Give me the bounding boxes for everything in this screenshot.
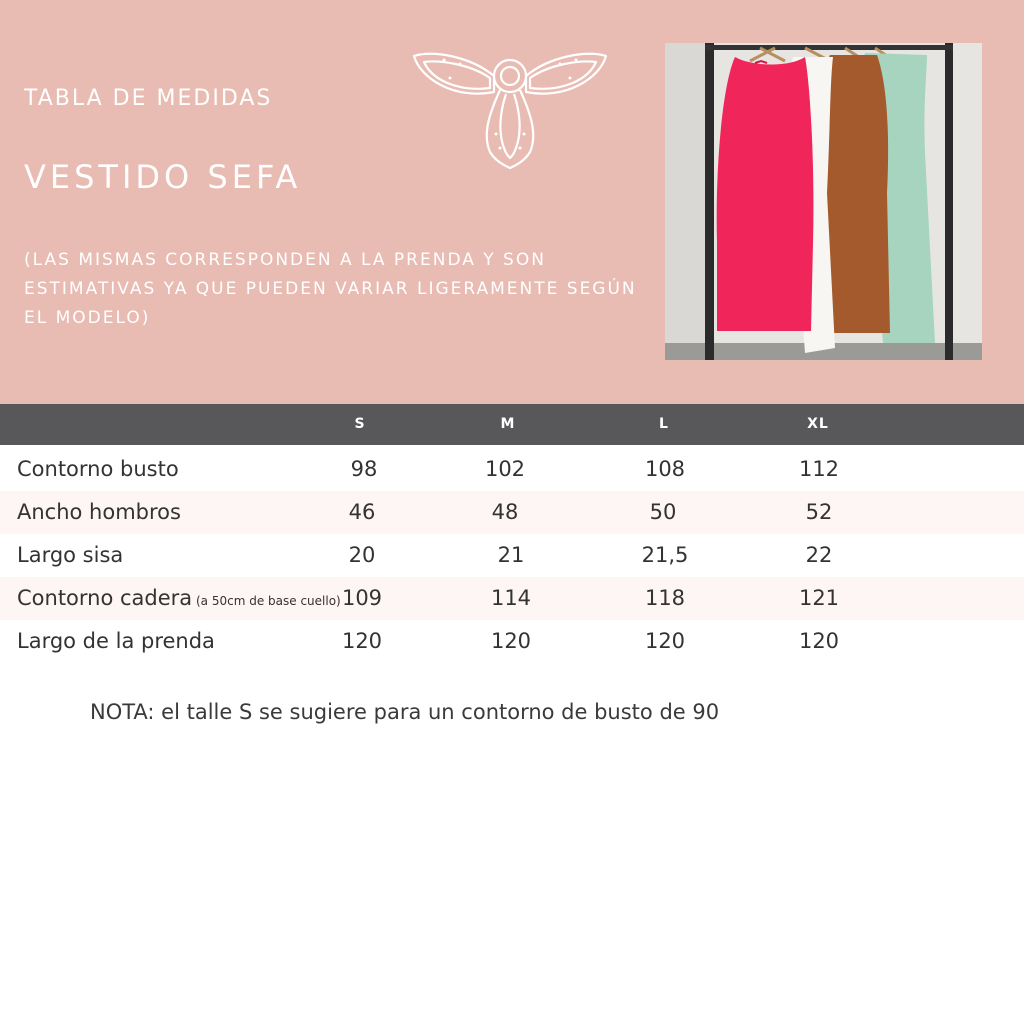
table-row [0, 620, 1024, 663]
dresses-illustration [665, 43, 982, 360]
table-cell: 120 [798, 629, 840, 653]
table-cell: 20 [348, 543, 376, 567]
size-note: NOTA: el talle S se sugiere para un contorno de busto de 90 [90, 700, 720, 724]
column-header-l: L [659, 416, 669, 432]
table-cell: 120 [644, 629, 686, 653]
table-cell: 102 [484, 457, 526, 481]
column-header-xl: XL [807, 416, 829, 432]
row-label [17, 586, 341, 610]
table-row [0, 448, 1024, 491]
row-label [17, 457, 179, 481]
row-label [17, 629, 215, 653]
table-cell: 120 [341, 629, 383, 653]
table-cell: 118 [644, 586, 686, 610]
header-banner [0, 0, 1024, 404]
table-row [0, 491, 1024, 534]
table-cell: 21,5 [641, 543, 689, 567]
table-header [0, 404, 1024, 445]
table-cell: 120 [490, 629, 532, 653]
column-header-s: S [354, 416, 366, 432]
page-kicker: TABLA DE MEDIDAS [24, 86, 273, 111]
table-cell: 21 [497, 543, 525, 567]
disclaimer-text: (LAS MISMAS CORRESPONDEN A LA PRENDA Y SON ESTIMATIVAS YA QUE PUEDEN VARIAR LIGERAMENTE SEGÚN EL MODELO) [24, 250, 637, 328]
row-label-text: Largo sisa [17, 543, 124, 567]
table-cell: 114 [490, 586, 532, 610]
row-label-note: (a 50cm de base cuello) [196, 594, 341, 608]
row-label-text: Contorno cadera [17, 586, 193, 610]
column-header-m: M [500, 416, 516, 432]
row-label [17, 543, 123, 567]
table-cell: 50 [649, 500, 677, 524]
table-cell: 109 [341, 586, 383, 610]
row-label [17, 500, 181, 524]
table-cell: 108 [644, 457, 686, 481]
dresses-on-rack-photo [665, 43, 982, 360]
table-cell: 98 [350, 457, 378, 481]
page-title: VESTIDO SEFA [24, 158, 302, 196]
table-cell: 52 [805, 500, 833, 524]
table-cell: 48 [491, 500, 519, 524]
row-label-text: Ancho hombros [17, 500, 181, 524]
row-label-text: Largo de la prenda [17, 629, 215, 653]
table-cell: 46 [348, 500, 376, 524]
row-label-text: Contorno busto [17, 457, 179, 481]
table-row [0, 577, 1024, 620]
table-row [0, 534, 1024, 577]
floral-ribbon-icon [410, 48, 610, 172]
table-cell: 22 [805, 543, 833, 567]
table-cell: 121 [798, 586, 840, 610]
table-cell: 112 [798, 457, 840, 481]
